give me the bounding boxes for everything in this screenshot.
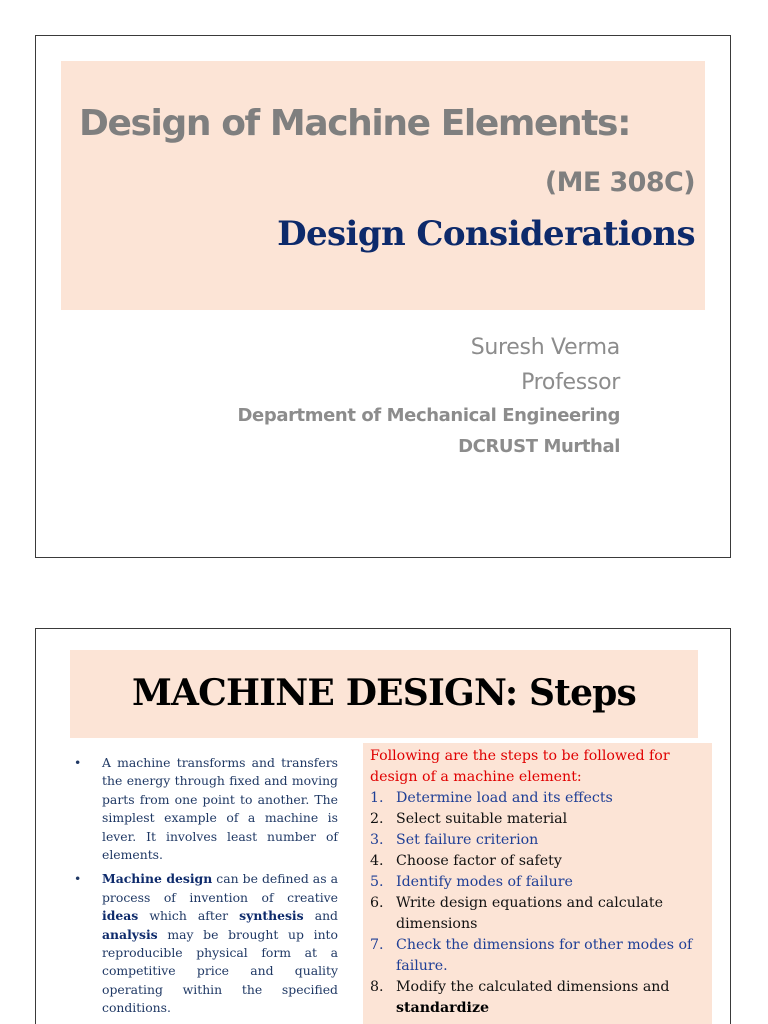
- steps-slide-title: MACHINE DESIGN: Steps: [131, 672, 637, 714]
- course-code: (ME 308C): [544, 167, 695, 198]
- step-item: [370, 809, 708, 830]
- bullet-text: can be defined as a process of invention of creative: [102, 871, 338, 905]
- author-name: Suresh Verma: [470, 335, 620, 360]
- step-item: [370, 830, 708, 851]
- step-text: Check the dimensions for other modes of failure.: [396, 937, 693, 974]
- bullet-icon: •: [74, 871, 82, 887]
- step-text: Select suitable material: [396, 811, 568, 827]
- author-block: [237, 330, 620, 462]
- step-text: Modify the calculated dimensions and: [396, 979, 670, 995]
- step-text: Choose factor of safety: [396, 853, 562, 869]
- presentation-subtitle: Design Considerations: [277, 214, 695, 254]
- step-number: 2.: [370, 811, 384, 827]
- bullet-text: and: [303, 908, 338, 924]
- step-text: Set failure criterion: [396, 832, 539, 848]
- presentation-title: Design of Machine Elements:: [79, 103, 631, 144]
- author-institution: DCRUST Murthal: [458, 436, 620, 457]
- bullet-item-machine: [74, 754, 338, 864]
- step-number: 5.: [370, 874, 384, 890]
- step-item: [370, 893, 708, 935]
- bullet-text-bold: ideas: [102, 908, 139, 924]
- step-number: 6.: [370, 895, 384, 911]
- step-number: 3.: [370, 832, 384, 848]
- step-item: [370, 872, 708, 893]
- bullet-text: A machine transforms and transfers the energy through fixed and moving parts from one point to another. The simplest example of a machine is lever. It involves least number of elements.: [102, 755, 338, 863]
- step-text: Determine load and its effects: [396, 790, 613, 806]
- step-item: [370, 851, 708, 872]
- step-item: [370, 977, 708, 1019]
- step-number: 7.: [370, 937, 384, 953]
- title-slide: [35, 35, 731, 558]
- steps-list: [370, 788, 708, 1019]
- bullet-icon: •: [74, 755, 82, 770]
- bullet-text-bold: Machine design: [102, 871, 213, 887]
- step-item: [370, 935, 708, 977]
- author-role: Professor: [521, 370, 620, 395]
- definition-bullets: [74, 754, 338, 1024]
- author-department: Department of Mechanical Engineering: [237, 405, 620, 426]
- step-number: 4.: [370, 853, 384, 869]
- step-item: [370, 788, 708, 809]
- title-banner: [61, 61, 705, 310]
- bullet-text: may be brought up into reproducible physical form at a competitive price and quality operating within the specified conditions.: [102, 926, 338, 1016]
- step-text: Write design equations and calculate dimensions: [396, 895, 663, 932]
- bullet-item-machine-design: [74, 870, 338, 1017]
- steps-slide: [35, 628, 731, 1024]
- bullet-text-bold: synthesis: [239, 908, 304, 924]
- steps-panel: [363, 743, 712, 1024]
- steps-intro: Following are the steps to be followed for design of a machine element:: [370, 748, 670, 785]
- step-text: Identify modes of failure: [396, 874, 573, 890]
- bullet-text-bold: analysis: [102, 926, 158, 942]
- bullet-text: which after: [138, 908, 240, 924]
- step-text-bold: standardize: [396, 1000, 490, 1016]
- steps-title-banner: [70, 650, 698, 738]
- step-number: 1.: [370, 790, 384, 806]
- step-number: 8.: [370, 979, 384, 995]
